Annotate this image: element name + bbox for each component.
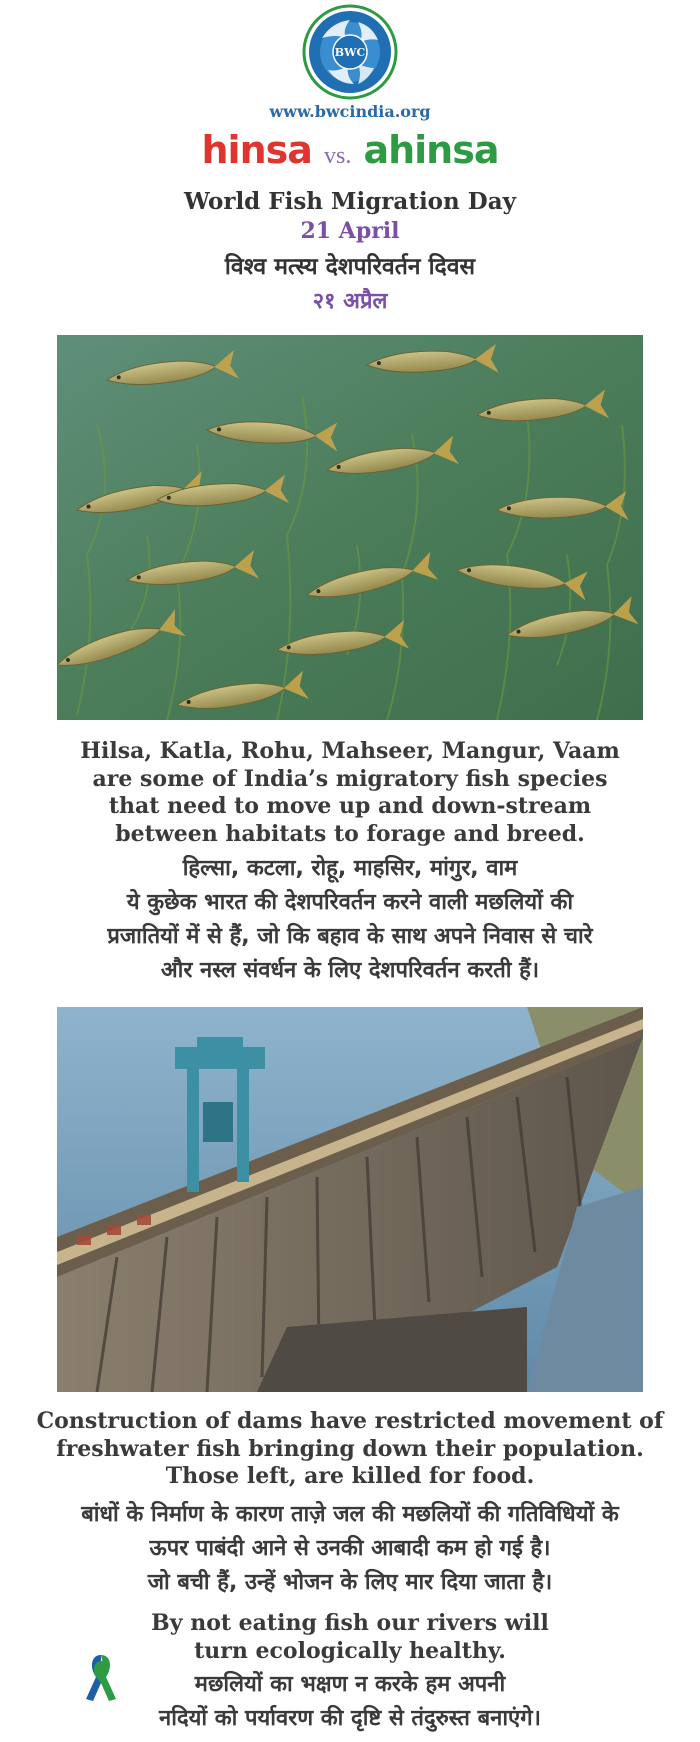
migratory-species-text-hi xyxy=(20,852,680,988)
closing-message-hi xyxy=(60,1668,640,1736)
text-line: ये कुछेक भारत की देशपरिवर्तन करने वाली मछलियों की xyxy=(126,890,574,915)
text-line: that need to move up and down-stream xyxy=(108,793,592,819)
text-line: freshwater fish bringing down their population. xyxy=(56,1435,644,1462)
text-line: Construction of dams have restricted movement of xyxy=(36,1408,664,1434)
tagline-vs: vs. xyxy=(324,143,352,169)
text-line: जो बची हैं, उन्हें भोजन के लिए मार दिया जाता है। xyxy=(147,1570,553,1595)
event-title-en: World Fish Migration Day xyxy=(184,188,516,215)
text-line: हिल्सा, कटला, रोहू, माहसिर, मांगुर, वाम xyxy=(182,856,518,881)
migratory-fish-photo xyxy=(57,335,643,720)
text-line: ऊपर पाबंदी आने से उनकी आबादी कम हो गई है। xyxy=(149,1536,551,1561)
text-line: between habitats to forage and breed. xyxy=(115,820,585,847)
dams-impact-text-en xyxy=(20,1408,680,1491)
text-line: Those left, are killed for food. xyxy=(165,1463,535,1489)
event-date-en: 21 April xyxy=(300,218,400,244)
text-line: बांधों के निर्माण के कारण ताज़े जल की मछलियों की गतिविधियों के xyxy=(81,1502,619,1527)
dam-illustration xyxy=(57,1007,643,1392)
event-title-hi: विश्व मत्स्य देशपरिवर्तन दिवस xyxy=(224,254,476,280)
fish-school-illustration xyxy=(57,335,643,720)
event-date-hi: २१ अप्रैल xyxy=(312,289,388,314)
text-line: नदियों को पर्यावरण की दृष्टि से तंदुरुस्त बनाएंगे। xyxy=(159,1706,541,1731)
dam-photo xyxy=(57,1007,643,1392)
tagline xyxy=(0,128,700,178)
tagline-ahinsa: ahinsa xyxy=(363,128,499,172)
website-url[interactable]: www.bwcindia.org xyxy=(269,102,431,121)
dams-impact-text-hi xyxy=(20,1498,680,1600)
text-line: मछलियों का भक्षण न करके हम अपनी xyxy=(194,1672,506,1697)
text-line: are some of India’s migratory fish species xyxy=(92,765,608,792)
migratory-species-text-en xyxy=(20,738,680,848)
text-line: Hilsa, Katla, Rohu, Mahseer, Mangur, Vaam xyxy=(80,738,620,764)
text-line: प्रजातियों में से हैं, जो कि बहाव के साथ अपने निवास से चारे xyxy=(107,924,593,949)
text-line: By not eating fish our rivers will xyxy=(151,1610,549,1636)
logo-text: BWC xyxy=(334,46,366,59)
closing-message-en xyxy=(60,1610,640,1665)
text-line: turn ecologically healthy. xyxy=(194,1637,506,1664)
tagline-hinsa: hinsa xyxy=(201,128,312,172)
text-line: और नस्ल संवर्धन के लिए देशपरिवर्तन करती हैं। xyxy=(160,958,540,983)
